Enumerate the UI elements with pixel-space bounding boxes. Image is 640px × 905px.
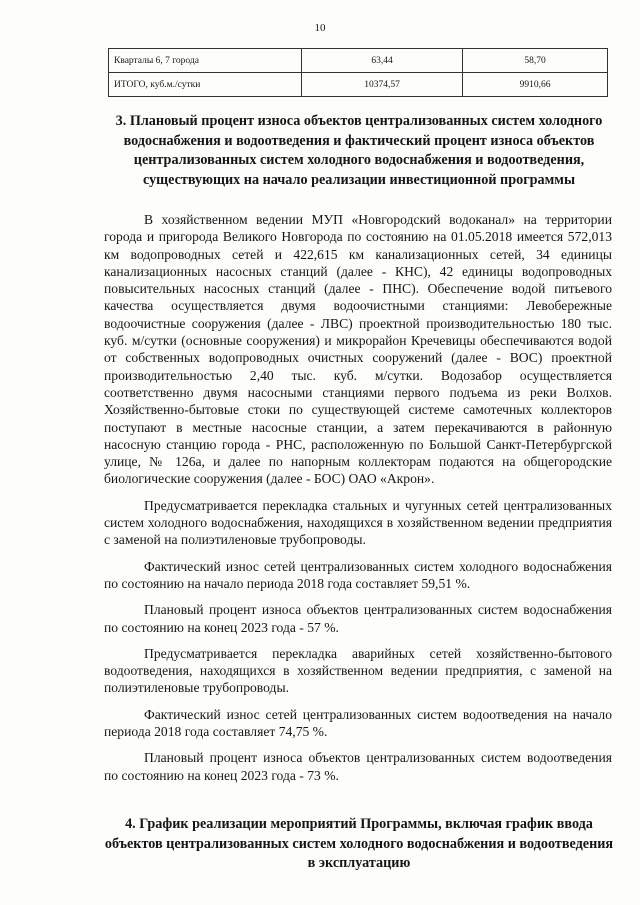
- paragraph: Фактический износ сетей централизованных систем водоотведения на начало периода 2018 года составляет 74,75 %.: [104, 706, 612, 740]
- table-cell-value: 58,70: [463, 49, 608, 73]
- table-cell-name: ИТОГО, куб.м./сутки: [109, 73, 302, 97]
- water-volume-table: [108, 48, 608, 97]
- paragraph: Плановый процент износа объектов централизованных систем водоснабжения по состоянию на конец 2023 года - 57 %.: [104, 602, 612, 635]
- paragraph: Фактический износ сетей централизованных систем холодного водоснабжения по состоянию на начало периода 2018 года составляет 59,51 %.: [104, 558, 612, 591]
- paragraph: В хозяйственном ведении МУП «Новгородский водоканал» на территории города и пригорода Великого Новгорода по состоянию на 01.05.2018 имеется 572,013 км водопроводных сетей и 422,615 км канализационных сетей, 34 единицы канализационных насосных станций (далее - КНС), 42 единицы водопроводных повысительных насосных станций (далее - ПНС). Обеспечение водой питьевого качества осуществляется двумя водоочистными станциями: Левобережные водоочистные сооружения (далее - ЛВС) проектной производительностью 180 тыс. куб. м/сутки (основные сооружения) и микрорайон Кречевицы обеспечиваются водой от собственных водопроводных очистных сооружений (далее - ВОС) проектной производительностью 2,40 тыс. куб. м/сутки. Водозабор осуществляется соответственно двумя насосными станциями первого подъема из реки Волхов. Хозяйственно-бытовые стоки по существующей системе самотечных коллекторов поступают в местные насосные станции, а затем перекачиваются в районную насосную станцию города - РНС, расположенную по Большой Санкт-Петербургской улице, № 126а, и далее по напорным коллекторам подаются на общегородские биологические сооружения (далее - БОС) ОАО «Акрон».: [104, 212, 612, 487]
- table-row: [109, 73, 608, 97]
- table-cell-value: 9910,66: [463, 73, 608, 97]
- table-row: [109, 49, 608, 73]
- table-cell-value: 63,44: [302, 49, 463, 73]
- section-3-body: [104, 211, 612, 784]
- table-cell-name: Кварталы 6, 7 города: [109, 49, 302, 73]
- section-3-heading: 3. Плановый процент износа объектов централизованных систем холодного водоснабжения и водоотведения и фактический процент износа объектов централизованных систем холодного водоснабжения и водоотведения, существующих на начало реализации инвестиционной программы: [115, 113, 603, 188]
- paragraph: Предусматривается перекладка аварийных сетей хозяйственно-бытового водоотведения, находящихся в хозяйственном ведении предприятия, с заменой на полиэтиленовые трубопроводы.: [104, 645, 612, 696]
- page-number: 10: [314, 22, 326, 34]
- table-cell-value: 10374,57: [302, 73, 463, 97]
- paragraph: Предусматривается перекладка стальных и чугунных сетей централизованных систем холодного водоснабжения, находящихся в хозяйственном ведении предприятия с заменой на полиэтиленовые трубопроводы.: [104, 497, 612, 548]
- paragraph: Плановый процент износа объектов централизованных систем водоотведения по состоянию на конец 2023 года - 73 %.: [104, 750, 612, 783]
- section-4-heading: 4. График реализации мероприятий Программы, включая график ввода объектов централизованных систем холодного водоснабжения и водоотведения в эксплуатацию: [104, 816, 614, 871]
